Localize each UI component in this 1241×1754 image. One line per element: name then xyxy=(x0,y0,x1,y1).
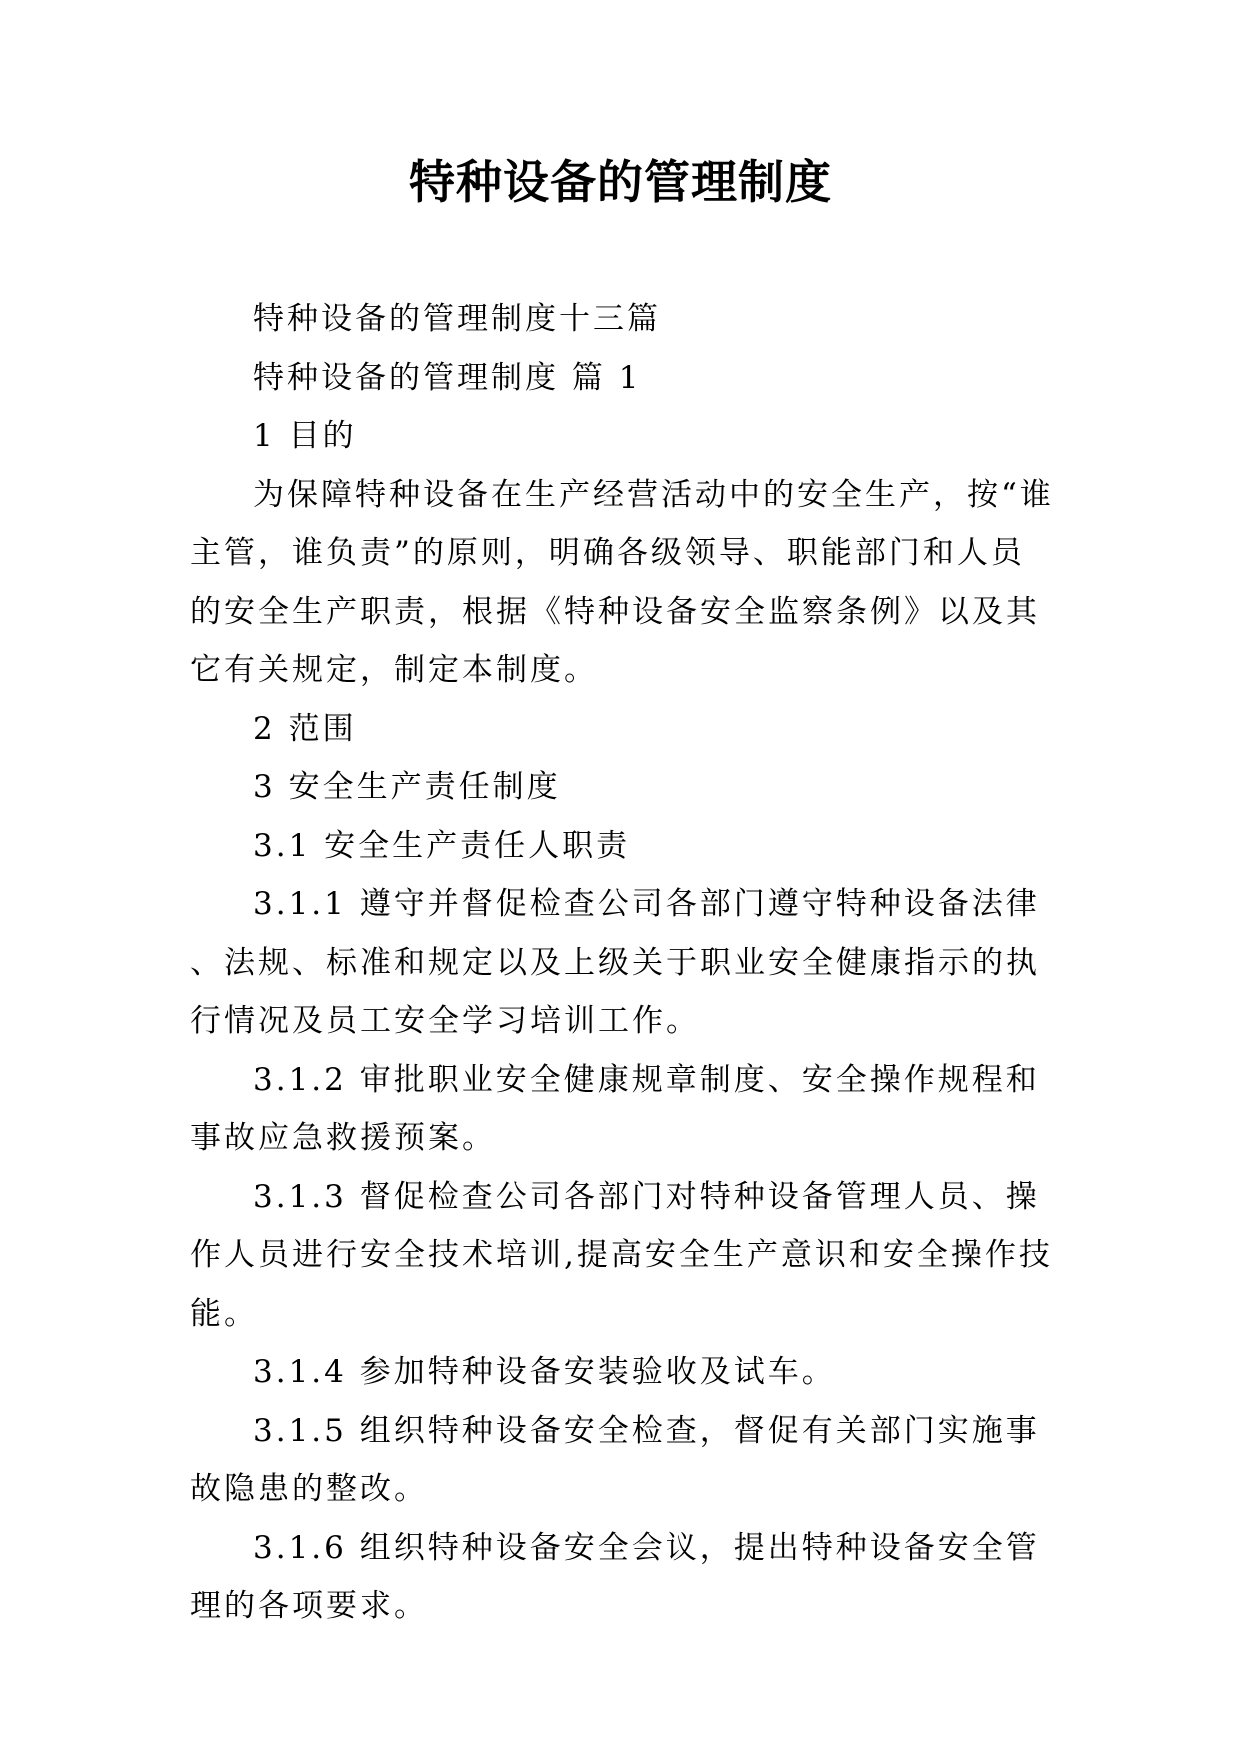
paragraph: 3.1.3 督促检查公司各部门对特种设备管理人员、操作人员进行安全技术培训,提高安全生产意识和安全操作技能。 xyxy=(190,1178,1053,1332)
paragraph: 3.1.1 遵守并督促检查公司各部门遵守特种设备法律、法规、标准和规定以及上级关于职业安全健康指示的执行情况及员工安全学习培训工作。 xyxy=(190,886,1040,1039)
paragraph: 3.1.6 组织特种设备安全会议，提出特种设备安全管理的各项要求。 xyxy=(190,1529,1040,1624)
document-title: 特种设备的管理制度 xyxy=(409,155,832,209)
paragraph: 3.1.4 参加特种设备安装验收及试车。 xyxy=(253,1354,836,1390)
paragraph: 3.1.2 审批职业安全健康规章制度、安全操作规程和事故应急救援预案。 xyxy=(190,1061,1040,1156)
paragraph: 为保障特种设备在生产经营活动中的安全生产，按“谁主管，谁负责”的原则，明确各级领导、职能部门和人员的安全生产职责，根据《特种设备安全监察条例》以及其它有关规定，制定本制度。 xyxy=(190,476,1054,688)
paragraph: 3.1 安全生产责任人职责 xyxy=(253,827,631,864)
paragraph: 特种设备的管理制度 篇 1 xyxy=(253,359,642,396)
document-body xyxy=(190,290,1058,1636)
paragraph: 3 安全生产责任制度 xyxy=(253,769,561,805)
paragraph: 特种设备的管理制度十三篇 xyxy=(253,301,661,337)
paragraph: 1 目的 xyxy=(253,418,357,454)
paragraph: 2 范围 xyxy=(253,710,357,747)
paragraph: 3.1.5 组织特种设备安全检查，督促有关部门实施事故隐患的整改。 xyxy=(190,1412,1040,1507)
